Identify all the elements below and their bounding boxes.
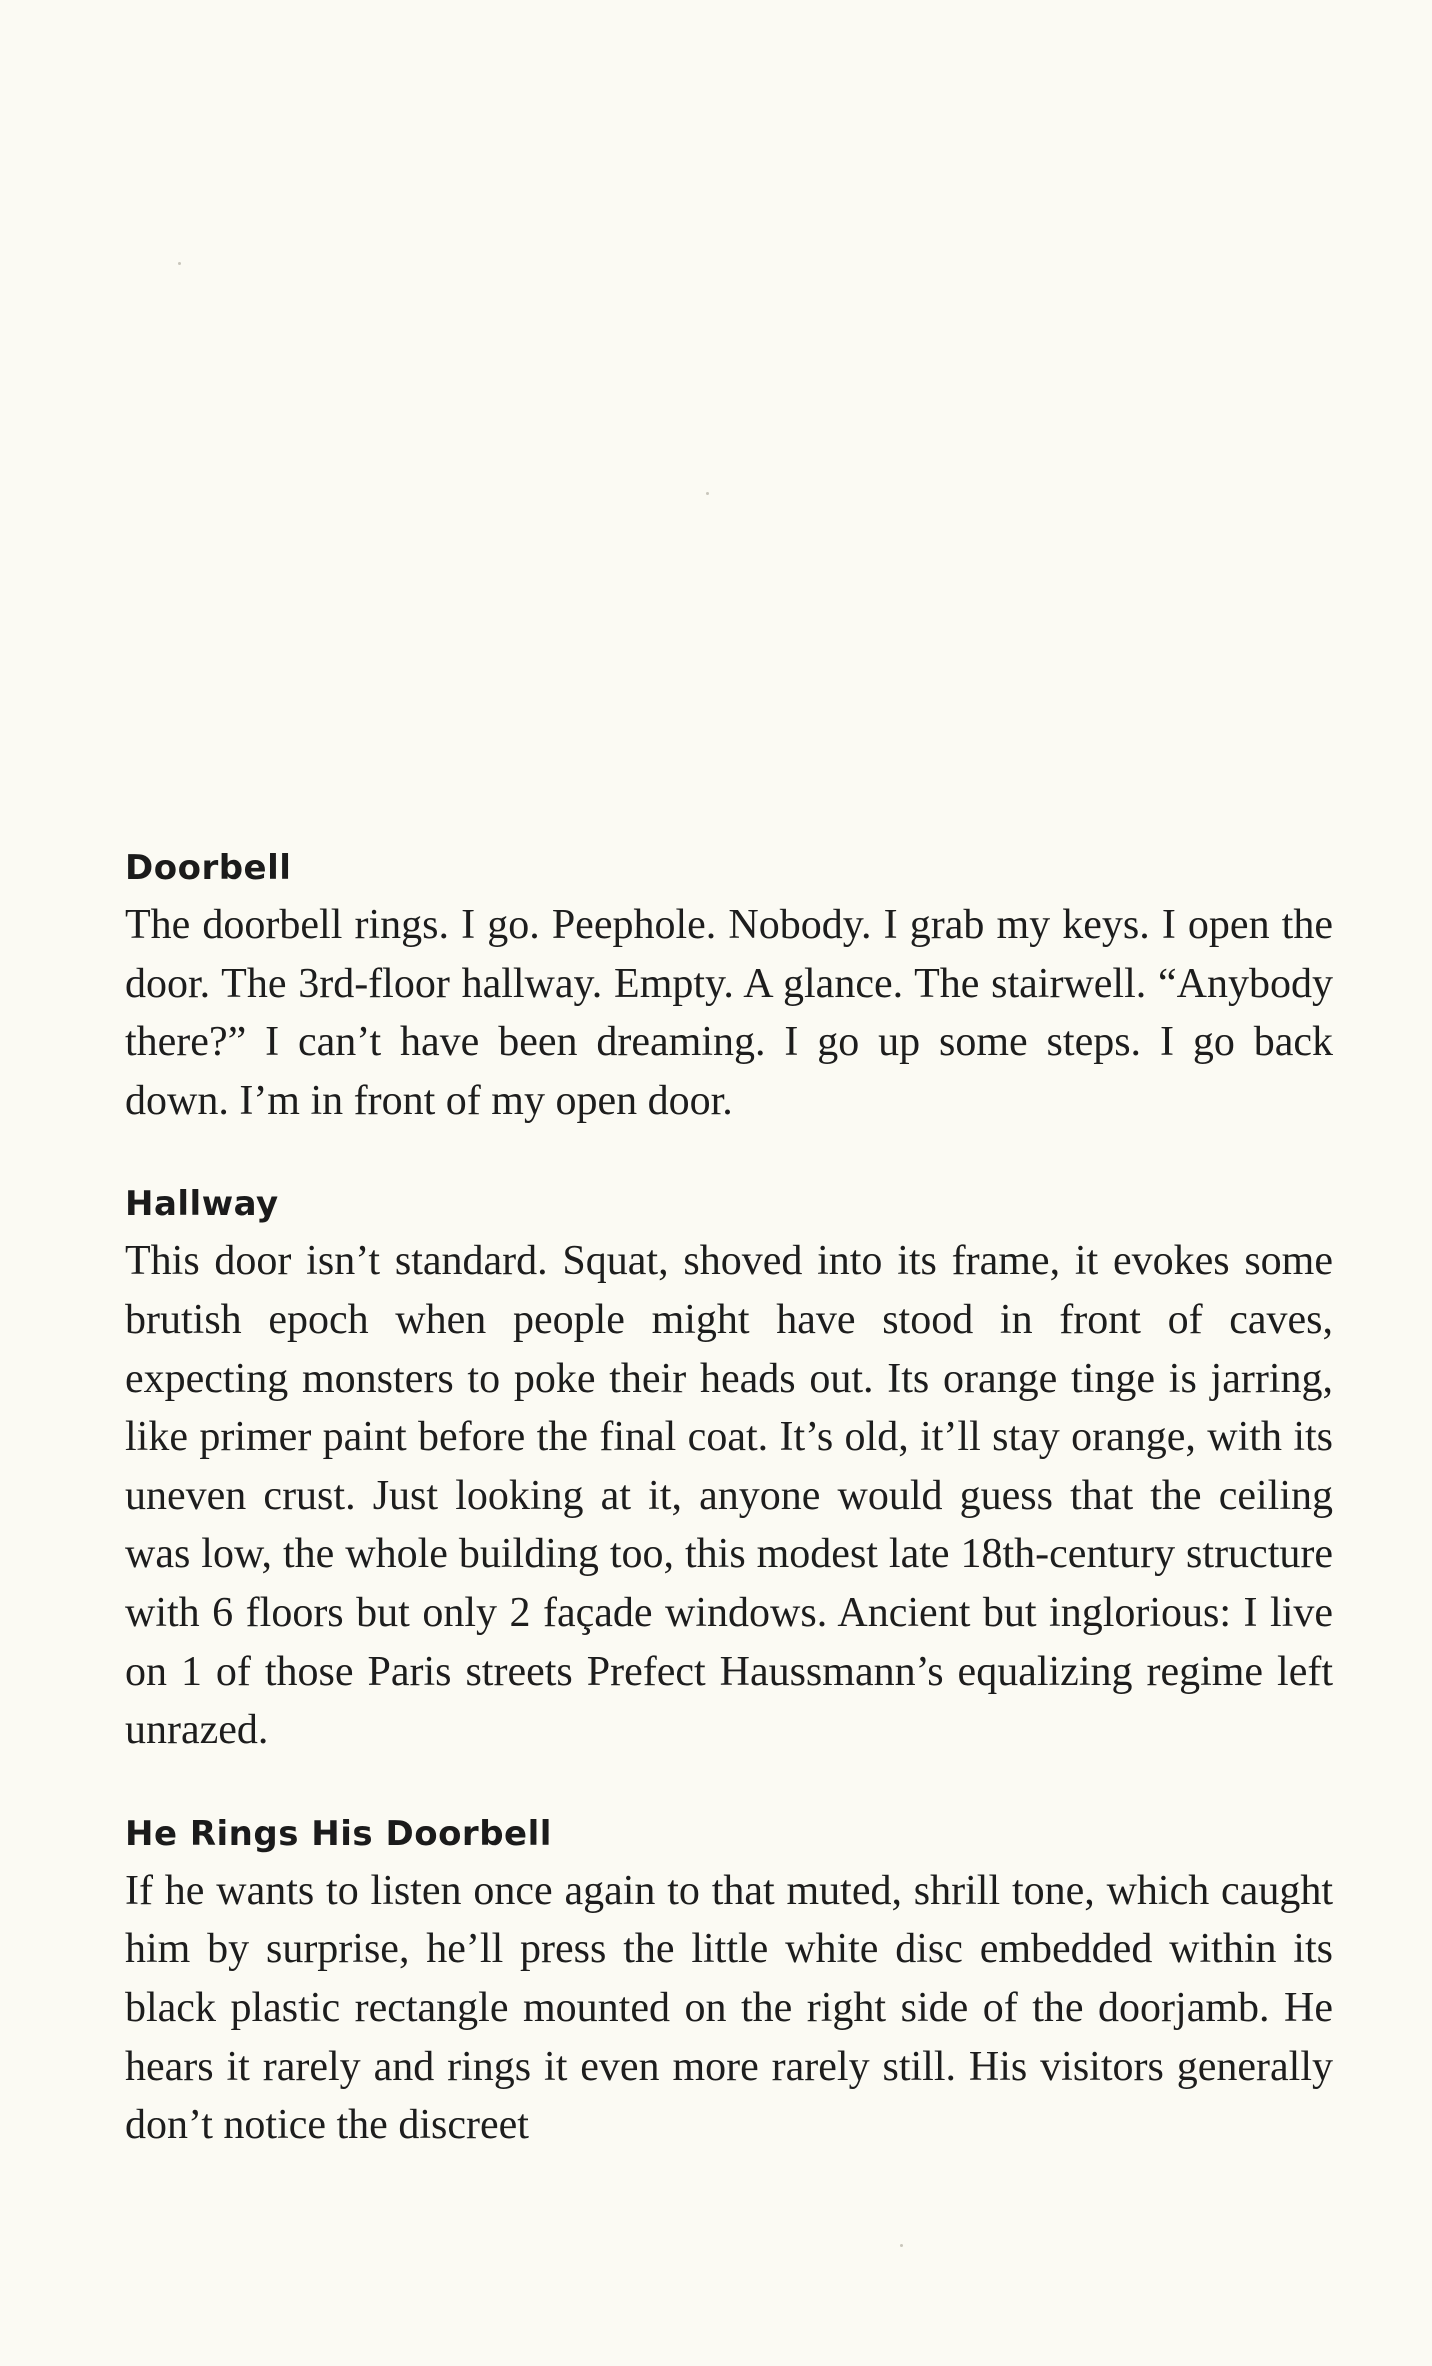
section-paragraph: If he wants to listen once again to that muted, shrill tone, which caught him by surprise, he’ll press the little white disc embedded within its black plastic rectangle mounted on the right side of the doorjamb. He hears it rarely and rings it even more rarely still. His visitors generally don’t notice the discreet [125, 1867, 1333, 2149]
section-hallway [125, 1184, 1333, 1759]
section-heading: Hallway [125, 1184, 279, 1225]
section-heading: He Rings His Doorbell [125, 1813, 552, 1854]
section-he-rings-his-doorbell [125, 1814, 1333, 2155]
paper-speck [706, 492, 709, 495]
page-text [125, 848, 1333, 2155]
section-paragraph: The doorbell rings. I go. Peephole. Nobody. I grab my keys. I open the door. The 3rd-floor hallway. Empty. A glance. The stairwell. “Anybody there?” I can’t have been dreaming. I go up some steps. I go back down. I’m in front of my open door. [125, 902, 1333, 1124]
section-paragraph: This door isn’t standard. Squat, shoved into its frame, it evokes some brutish epoch when people might have stood in front of caves, expecting monsters to poke their heads out. Its orange tinge is jarring, like primer paint before the final coat. It’s old, it’ll stay orange, with its uneven crust. Just looking at it, anyone would guess that the ceiling was low, the whole building too, this modest late 18th-century structure with 6 floors but only 2 façade windows. Ancient but inglorious: I live on 1 of those Paris streets Prefect Haussmann’s equalizing regime left unrazed. [125, 1238, 1333, 1754]
paper-speck [178, 262, 181, 265]
paper-speck [900, 2244, 903, 2247]
section-doorbell [125, 848, 1333, 1130]
section-heading: Doorbell [125, 848, 292, 888]
